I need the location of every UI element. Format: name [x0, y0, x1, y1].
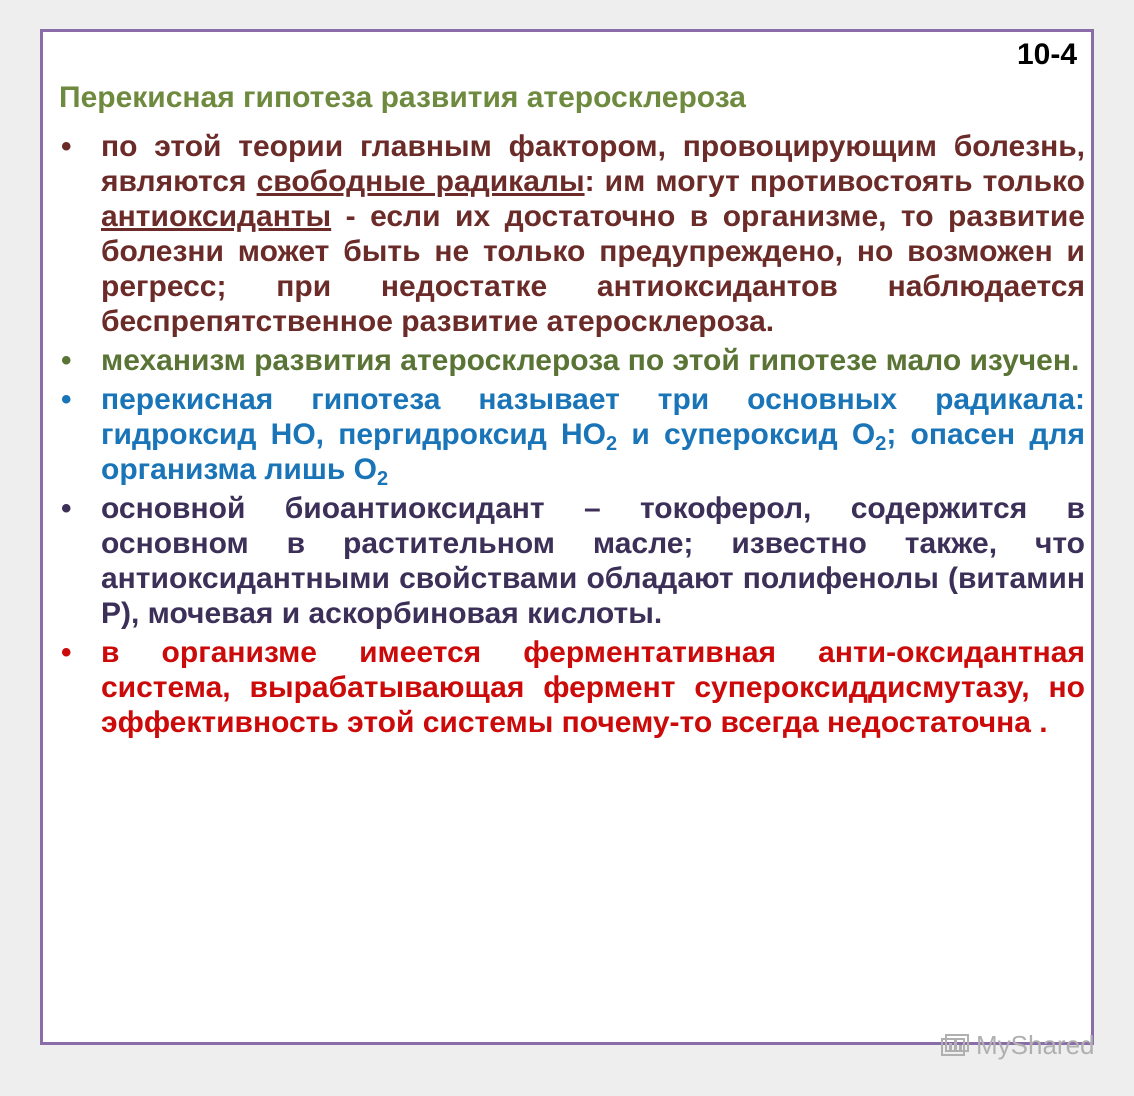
bullet-item: [55, 343, 1085, 378]
bullet-list: [55, 129, 1085, 744]
slide-number: 10-4: [1016, 38, 1077, 71]
bullet-text: в организме имеется ферментативная анти-оксидантная система, вырабатывающая фермент супероксиддисмутазу, но эффективность этой системы почему-то всегда недостаточна .: [101, 636, 1085, 739]
bullet-dot: •: [61, 383, 72, 416]
bullet-item: [55, 491, 1085, 631]
bullet-item: [55, 635, 1085, 740]
bullet-text: механизм развития атеросклероза по этой гипотезе мало изучен.: [101, 344, 1080, 377]
slide: [40, 29, 1094, 1045]
bullet-text: перекисная гипотеза называет три основных радикала: гидроксид НО, пергидроксид $НО_2$ и супероксид $О_2$; опасен для организма лишь $О_2$: [101, 383, 1085, 490]
slide-title: Перекисная гипотеза развития атеросклероза: [59, 81, 746, 114]
watermark[interactable]: [940, 1030, 1095, 1061]
bullet-dot: •: [61, 130, 72, 163]
bullet-dot: •: [61, 344, 72, 377]
bullet-text: основной биоантиоксидант – токоферол, содержится в основном в растительном масле; известно также, что антиоксидантными свойствами обладают полифенолы (витамин Р), мочевая и аскорбиновая кислоты.: [101, 492, 1085, 630]
term-antioxidants: антиоксиданты: [101, 200, 332, 233]
bullet-text: по этой теории главным фактором, провоцирующим болезнь, являются свободные радикалы: им могут противостоять только антиоксиданты - если их достаточно в организме, то развитие болезни может быть не только предупреждено, но возможен и регресс; при недостатке антиоксидантов наблюдается беспрепятственное развитие атеросклероза.: [101, 130, 1085, 338]
term-free-radicals: свободные радикалы: [256, 165, 585, 198]
myshared-logo-icon: [940, 1033, 970, 1059]
bullet-item: [55, 129, 1085, 339]
bullet-dot: •: [61, 636, 72, 669]
watermark-text: MyShared: [976, 1030, 1095, 1060]
bullet-item: [55, 382, 1085, 490]
bullet-dot: •: [61, 492, 72, 525]
